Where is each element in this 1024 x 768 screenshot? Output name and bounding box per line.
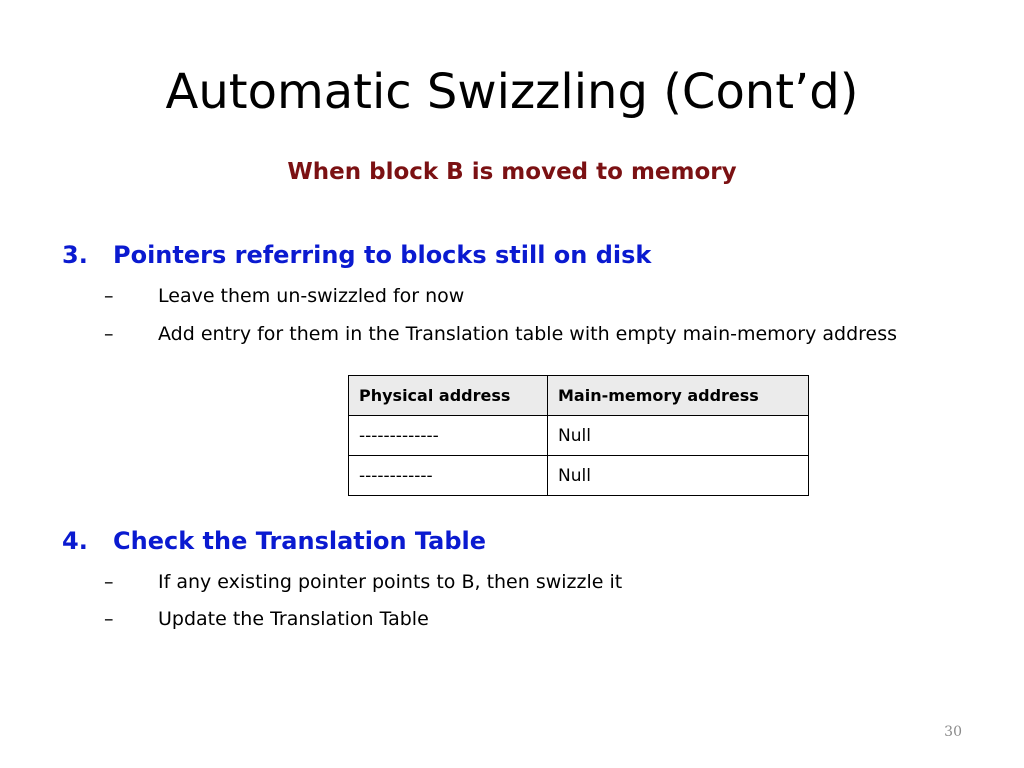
point-3-label: Pointers referring to blocks still on disk: [113, 241, 652, 269]
point-3-item-2-text: Add entry for them in the Translation table with empty main-memory address: [158, 323, 898, 345]
table-cell: ------------: [349, 456, 548, 496]
column-header-physical-address: Physical address: [349, 376, 548, 416]
point-3-item-2: [104, 320, 924, 349]
point-4-item-1: [104, 568, 984, 597]
point-4-heading: [62, 524, 486, 558]
page-number: 30: [944, 724, 962, 740]
dash-bullet: –: [104, 608, 114, 630]
point-4-item-2: [104, 605, 984, 634]
table-row: [349, 416, 809, 456]
point-4-number: 4.: [62, 527, 88, 555]
translation-table: [348, 375, 809, 496]
table-cell: Null: [548, 456, 809, 496]
point-4-item-2-text: Update the Translation Table: [158, 608, 429, 630]
slide-title: Automatic Swizzling (Cont’d): [165, 64, 859, 120]
slide-subtitle: When block B is moved to memory: [287, 159, 737, 185]
point-4-label: Check the Translation Table: [113, 527, 487, 555]
table-cell: Null: [548, 416, 809, 456]
point-3-item-1: [104, 282, 984, 311]
table-cell: -------------: [349, 416, 548, 456]
dash-bullet: –: [104, 323, 114, 345]
table-header-row: [349, 376, 809, 416]
dash-bullet: –: [104, 285, 114, 307]
table-row: [349, 456, 809, 496]
point-3-heading: [62, 238, 651, 272]
point-4-item-1-text: If any existing pointer points to B, then swizzle it: [158, 571, 623, 593]
column-header-main-memory-address: Main-memory address: [548, 376, 809, 416]
dash-bullet: –: [104, 571, 114, 593]
point-3-item-1-text: Leave them un-swizzled for now: [158, 285, 465, 307]
point-3-number: 3.: [62, 241, 88, 269]
